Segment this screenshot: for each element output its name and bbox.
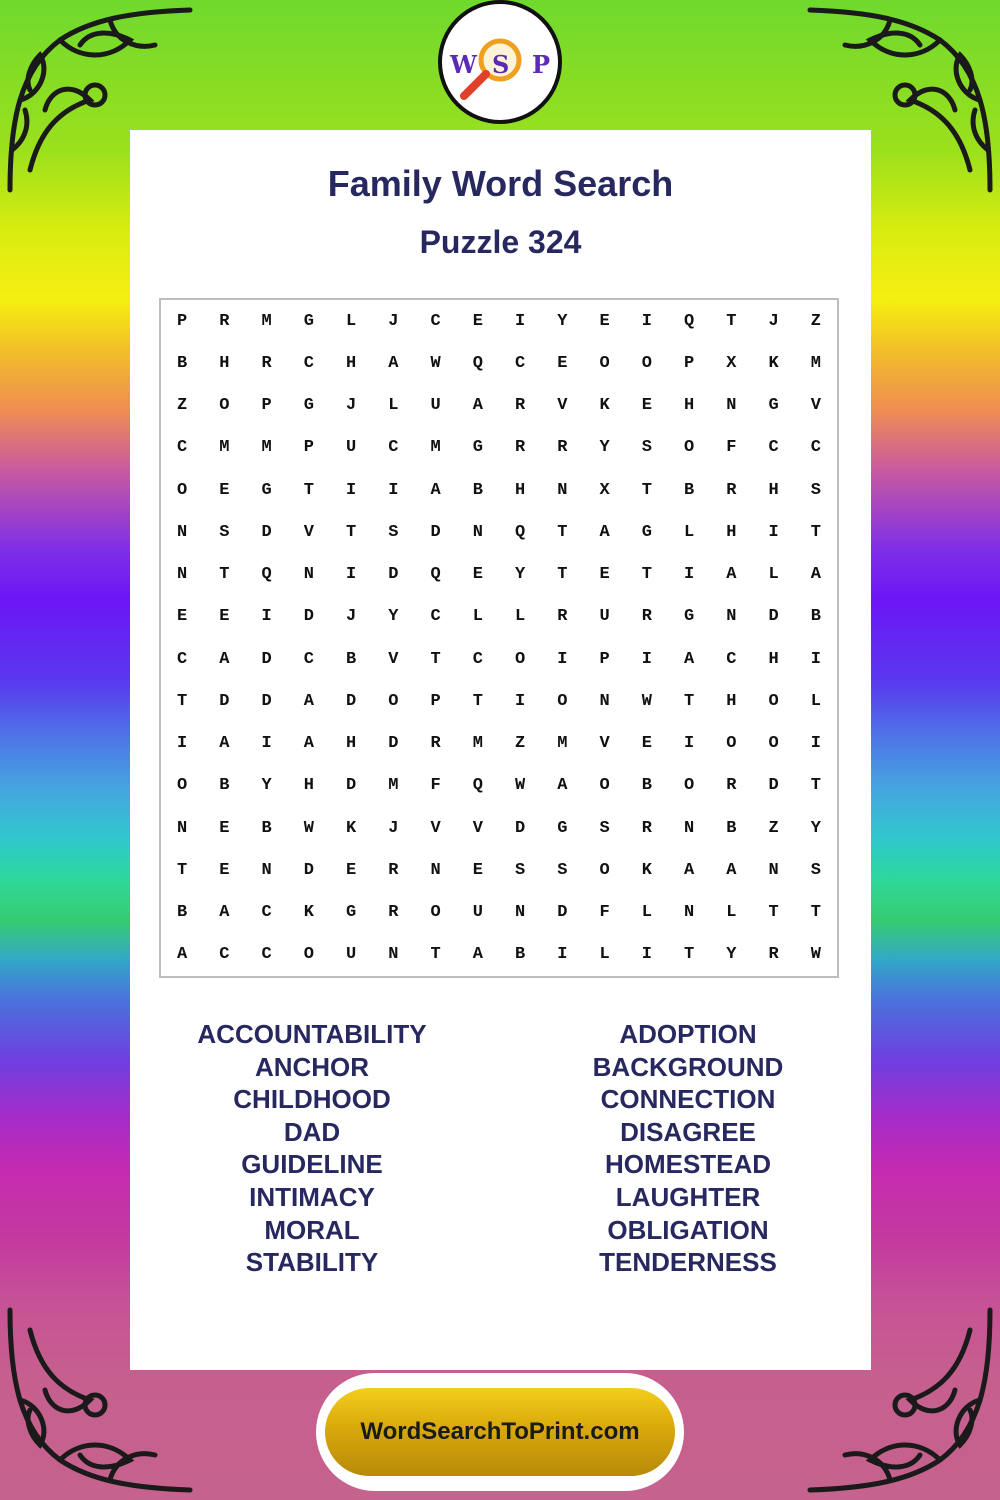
grid-cell[interactable]: R [641, 607, 652, 627]
grid-cell[interactable]: E [219, 607, 230, 627]
word-list-item: ACCOUNTABILITY [197, 1019, 427, 1049]
grid-cell[interactable]: A [684, 649, 695, 669]
grid-cell[interactable]: F [599, 903, 610, 923]
grid-cell[interactable]: R [557, 438, 568, 458]
grid-cell[interactable]: U [599, 607, 610, 627]
grid-cell[interactable]: W [810, 945, 821, 965]
grid-cell[interactable]: L [599, 945, 610, 965]
word-list-item: MORAL [264, 1214, 360, 1245]
puzzle-number: Puzzle 324 [419, 224, 582, 260]
grid-cell[interactable]: E [219, 480, 230, 500]
grid-cell[interactable]: G [303, 396, 314, 416]
grid-cell[interactable]: T [430, 649, 441, 669]
grid-cell[interactable]: V [810, 396, 821, 416]
grid-cell[interactable]: Z [810, 311, 821, 331]
grid-cell[interactable]: I [810, 734, 821, 754]
grid-cell[interactable]: R [430, 734, 441, 754]
footer-badge [316, 1373, 684, 1491]
logo-letter-s: S [492, 50, 510, 79]
grid-cell[interactable]: C [219, 945, 230, 965]
grid-cell[interactable]: H [768, 649, 779, 669]
grid-cell[interactable]: E [599, 565, 610, 585]
grid-cell[interactable]: D [768, 776, 779, 796]
grid-cell[interactable]: E [557, 353, 568, 373]
grid-cell[interactable]: R [219, 311, 230, 331]
grid-cell[interactable]: T [684, 945, 695, 965]
grid-cell[interactable]: V [303, 522, 314, 542]
grid-cell[interactable]: H [515, 480, 526, 500]
grid-cell[interactable]: B [726, 818, 737, 838]
grid-cell[interactable]: M [261, 438, 272, 458]
grid-cell[interactable]: W [303, 818, 314, 838]
grid-cell[interactable]: T [177, 691, 188, 711]
grid-cell[interactable]: G [303, 311, 314, 331]
grid-cell[interactable]: I [261, 734, 272, 754]
grid-cell[interactable]: Q [515, 522, 526, 542]
grid-cell[interactable]: T [557, 565, 568, 585]
grid-cell[interactable]: C [472, 649, 483, 669]
grid-cell[interactable]: C [177, 438, 188, 458]
grid-cell[interactable]: L [726, 903, 737, 923]
grid-cell[interactable]: O [177, 776, 188, 796]
grid-cell[interactable]: H [219, 353, 230, 373]
grid-cell[interactable]: A [177, 945, 188, 965]
grid-cell[interactable]: T [557, 522, 568, 542]
grid-cell[interactable]: D [430, 522, 441, 542]
grid-cell[interactable]: V [557, 396, 568, 416]
grid-cell[interactable]: L [641, 903, 652, 923]
grid-cell[interactable]: M [557, 734, 568, 754]
grid-cell[interactable]: A [219, 903, 230, 923]
word-list-item: ANCHOR [254, 1051, 370, 1082]
grid-cell[interactable]: R [515, 438, 526, 458]
grid-cell[interactable]: G [768, 396, 779, 416]
grid-cell[interactable]: N [684, 903, 695, 923]
grid-cell[interactable]: N [684, 818, 695, 838]
grid-cell[interactable]: T [472, 691, 483, 711]
grid-cell[interactable]: R [726, 480, 737, 500]
grid-cell[interactable]: P [261, 396, 272, 416]
word-list-item: DISAGREE [620, 1116, 756, 1147]
word-list-item: BACKGROUND [592, 1051, 784, 1082]
grid-cell[interactable]: W [430, 353, 441, 373]
grid-cell[interactable]: H [684, 396, 695, 416]
grid-cell[interactable]: A [726, 565, 737, 585]
grid-cell[interactable]: X [726, 353, 737, 373]
grid-cell[interactable]: A [557, 776, 568, 796]
grid-cell[interactable]: N [388, 945, 399, 965]
grid-cell[interactable]: O [388, 691, 399, 711]
grid-cell[interactable]: N [726, 396, 737, 416]
grid-cell[interactable]: Q [472, 776, 483, 796]
grid-cell[interactable]: N [726, 607, 737, 627]
grid-cell[interactable]: C [388, 438, 399, 458]
grid-cell[interactable]: I [684, 734, 695, 754]
grid-cell[interactable]: T [810, 522, 821, 542]
grid-cell[interactable]: A [599, 522, 610, 542]
grid-cell[interactable]: T [768, 903, 779, 923]
grid-cell[interactable]: L [515, 607, 526, 627]
grid-cell[interactable]: Q [430, 565, 441, 585]
grid-cell[interactable]: U [346, 438, 357, 458]
grid-cell[interactable]: T [303, 480, 314, 500]
grid-cell[interactable]: A [219, 734, 230, 754]
grid-cell[interactable]: V [430, 818, 441, 838]
grid-cell[interactable]: T [810, 776, 821, 796]
grid-cell[interactable]: C [177, 649, 188, 669]
grid-cell[interactable]: B [346, 649, 357, 669]
grid-cell[interactable]: E [177, 607, 188, 627]
grid-cell[interactable]: Q [261, 565, 272, 585]
grid-cell[interactable]: N [599, 691, 610, 711]
grid-cell[interactable]: T [430, 945, 441, 965]
grid-cell[interactable]: N [177, 565, 188, 585]
grid-cell[interactable]: C [515, 353, 526, 373]
grid-cell[interactable]: I [346, 480, 357, 500]
grid-cell[interactable]: J [388, 818, 399, 838]
grid-cell[interactable]: Q [684, 311, 695, 331]
grid-cell[interactable]: D [515, 818, 526, 838]
grid-cell[interactable]: Y [261, 776, 272, 796]
grid-cell[interactable]: O [557, 691, 568, 711]
grid-cell[interactable]: I [768, 522, 779, 542]
grid-cell[interactable]: Y [388, 607, 399, 627]
grid-cell[interactable]: M [430, 438, 441, 458]
grid-cell[interactable]: U [346, 945, 357, 965]
grid-cell[interactable]: D [219, 691, 230, 711]
grid-cell[interactable]: N [472, 522, 483, 542]
grid-cell[interactable]: O [641, 353, 652, 373]
grid-cell[interactable]: I [346, 565, 357, 585]
grid-cell[interactable]: C [303, 649, 314, 669]
grid-cell[interactable]: D [346, 776, 357, 796]
grid-cell[interactable]: H [346, 353, 357, 373]
grid-cell[interactable]: N [261, 860, 272, 880]
grid-cell[interactable]: K [599, 396, 610, 416]
grid-cell[interactable]: R [388, 903, 399, 923]
grid-cell[interactable]: I [684, 565, 695, 585]
grid-cell[interactable]: H [726, 522, 737, 542]
grid-cell[interactable]: F [726, 438, 737, 458]
grid-cell[interactable]: Y [557, 311, 568, 331]
grid-cell[interactable]: T [641, 565, 652, 585]
word-list-item: CONNECTION [600, 1084, 776, 1115]
grid-cell[interactable]: J [768, 311, 779, 331]
grid-cell[interactable]: H [726, 691, 737, 711]
grid-cell[interactable]: U [430, 396, 441, 416]
grid-cell[interactable]: C [303, 353, 314, 373]
grid-cell[interactable]: S [557, 860, 568, 880]
grid-cell[interactable]: B [684, 480, 695, 500]
grid-cell[interactable]: B [472, 480, 483, 500]
grid-cell[interactable]: I [261, 607, 272, 627]
grid-cell[interactable]: S [219, 522, 230, 542]
grid-cell[interactable]: J [388, 311, 399, 331]
grid-cell[interactable]: V [388, 649, 399, 669]
grid-cell[interactable]: H [346, 734, 357, 754]
grid-cell[interactable]: M [261, 311, 272, 331]
grid-cell[interactable]: P [599, 649, 610, 669]
grid-cell[interactable]: D [303, 607, 314, 627]
grid-cell[interactable]: S [641, 438, 652, 458]
grid-cell[interactable]: G [641, 522, 652, 542]
grid-cell[interactable]: E [641, 396, 652, 416]
grid-cell[interactable]: O [726, 734, 737, 754]
grid-cell[interactable]: G [472, 438, 483, 458]
grid-cell[interactable]: C [810, 438, 821, 458]
grid-cell[interactable]: D [346, 691, 357, 711]
grid-cell[interactable]: A [810, 565, 821, 585]
grid-cell[interactable]: L [388, 396, 399, 416]
grid-cell[interactable]: H [303, 776, 314, 796]
grid-cell[interactable]: T [219, 565, 230, 585]
grid-cell[interactable]: O [599, 776, 610, 796]
word-list-item: HOMESTEAD [604, 1149, 772, 1180]
grid-cell[interactable]: O [684, 776, 695, 796]
grid-cell[interactable]: L [346, 311, 357, 331]
grid-cell[interactable]: T [684, 691, 695, 711]
grid-cell[interactable]: C [726, 649, 737, 669]
grid-cell[interactable]: O [177, 480, 188, 500]
grid-cell[interactable]: A [219, 649, 230, 669]
grid-cell[interactable]: D [261, 522, 272, 542]
grid-cell[interactable]: J [346, 396, 357, 416]
grid-cell[interactable]: A [684, 860, 695, 880]
grid-cell[interactable]: E [641, 734, 652, 754]
word-list-right [518, 1018, 858, 1279]
grid-cell[interactable]: Y [726, 945, 737, 965]
grid-cell[interactable]: I [641, 649, 652, 669]
grid-cell[interactable]: B [261, 818, 272, 838]
grid-cell[interactable]: A [472, 396, 483, 416]
grid-cell[interactable]: W [641, 691, 652, 711]
grid-cell[interactable]: L [472, 607, 483, 627]
grid-cell[interactable]: T [726, 311, 737, 331]
grid-cell[interactable]: R [557, 607, 568, 627]
grid-cell[interactable]: B [177, 903, 188, 923]
grid-cell[interactable]: C [261, 903, 272, 923]
word-list-left [142, 1018, 482, 1279]
grid-cell[interactable]: S [810, 480, 821, 500]
grid-cell[interactable]: O [768, 734, 779, 754]
grid-cell[interactable]: S [810, 860, 821, 880]
grid-cell[interactable]: L [684, 522, 695, 542]
grid-cell[interactable]: G [684, 607, 695, 627]
grid-cell[interactable]: U [472, 903, 483, 923]
grid-cell[interactable]: E [219, 860, 230, 880]
grid-cell[interactable]: B [810, 607, 821, 627]
grid-cell[interactable]: R [515, 396, 526, 416]
grid-cell[interactable]: I [810, 649, 821, 669]
grid-cell[interactable]: V [472, 818, 483, 838]
grid-cell[interactable]: Y [515, 565, 526, 585]
grid-cell[interactable]: B [515, 945, 526, 965]
grid-cell[interactable]: L [810, 691, 821, 711]
logo-letter-p: P [532, 50, 551, 79]
grid-cell[interactable]: J [346, 607, 357, 627]
grid-cell[interactable]: Z [515, 734, 526, 754]
grid-cell[interactable]: D [557, 903, 568, 923]
grid-cell[interactable]: Y [599, 438, 610, 458]
grid-cell[interactable]: E [346, 860, 357, 880]
grid-cell[interactable]: C [430, 607, 441, 627]
grid-cell[interactable]: P [303, 438, 314, 458]
grid-cell[interactable]: O [430, 903, 441, 923]
grid-cell[interactable]: T [177, 860, 188, 880]
grid-cell[interactable]: O [768, 691, 779, 711]
grid-cell[interactable]: N [515, 903, 526, 923]
grid-cell[interactable]: W [515, 776, 526, 796]
grid-cell[interactable]: O [684, 438, 695, 458]
word-list-item: STABILITY [245, 1247, 379, 1278]
grid-cell[interactable]: T [641, 480, 652, 500]
grid-cell[interactable]: K [303, 903, 314, 923]
grid-cell[interactable]: E [599, 311, 610, 331]
word-list-item: LAUGHTER [615, 1181, 761, 1212]
site-logo[interactable] [438, 0, 562, 124]
grid-cell[interactable]: E [472, 860, 483, 880]
grid-cell[interactable]: P [177, 311, 188, 331]
grid-cell[interactable]: I [641, 311, 652, 331]
grid-cell[interactable]: I [515, 311, 526, 331]
grid-cell[interactable]: L [768, 565, 779, 585]
word-list-item: DAD [283, 1116, 341, 1147]
grid-cell[interactable]: D [261, 691, 272, 711]
grid-cell[interactable]: O [219, 396, 230, 416]
grid-cell[interactable]: S [388, 522, 399, 542]
grid-cell[interactable]: V [599, 734, 610, 754]
grid-cell[interactable]: A [303, 691, 314, 711]
grid-cell[interactable]: I [388, 480, 399, 500]
grid-cell[interactable]: N [303, 565, 314, 585]
grid-cell[interactable]: N [177, 522, 188, 542]
grid-cell[interactable]: A [303, 734, 314, 754]
grid-cell[interactable]: I [177, 734, 188, 754]
grid-cell[interactable]: R [388, 860, 399, 880]
grid-cell[interactable]: O [303, 945, 314, 965]
grid-cell[interactable]: R [768, 945, 779, 965]
grid-cell[interactable]: R [726, 776, 737, 796]
grid-cell[interactable]: R [261, 353, 272, 373]
grid-cell[interactable]: N [768, 860, 779, 880]
word-list-item: GUIDELINE [241, 1149, 383, 1180]
grid-cell[interactable]: M [388, 776, 399, 796]
grid-cell[interactable]: N [557, 480, 568, 500]
puzzle-card [130, 130, 871, 1370]
grid-cell[interactable]: P [430, 691, 441, 711]
grid-cell[interactable]: F [430, 776, 441, 796]
word-list-item: TENDERNESS [599, 1247, 777, 1278]
grid-cell[interactable]: G [261, 480, 272, 500]
grid-cell[interactable]: Z [768, 818, 779, 838]
grid-cell[interactable]: X [599, 480, 610, 500]
grid-cell[interactable]: I [557, 649, 568, 669]
grid-cell[interactable]: E [219, 818, 230, 838]
letter-grid [159, 298, 839, 978]
grid-cell[interactable]: A [472, 945, 483, 965]
grid-cell[interactable]: C [768, 438, 779, 458]
grid-cell[interactable]: G [557, 818, 568, 838]
grid-cell[interactable]: E [472, 311, 483, 331]
grid-cell[interactable]: A [430, 480, 441, 500]
grid-cell[interactable]: T [810, 903, 821, 923]
grid-cell[interactable]: Q [472, 353, 483, 373]
grid-cell[interactable]: K [768, 353, 779, 373]
word-list-item: INTIMACY [249, 1181, 375, 1212]
word-list-item: ADOPTION [619, 1019, 757, 1049]
grid-cell[interactable]: K [641, 860, 652, 880]
grid-cell[interactable]: B [641, 776, 652, 796]
grid-cell[interactable]: D [388, 565, 399, 585]
grid-cell[interactable]: H [768, 480, 779, 500]
grid-cell[interactable]: M [810, 353, 821, 373]
word-list-item: OBLIGATION [607, 1214, 769, 1245]
site-url-link[interactable]: WordSearchToPrint.com [325, 1388, 675, 1476]
grid-cell[interactable]: A [726, 860, 737, 880]
grid-cell[interactable]: E [472, 565, 483, 585]
grid-cell[interactable]: K [346, 818, 357, 838]
grid-cell[interactable]: G [346, 903, 357, 923]
grid-cell[interactable]: D [303, 860, 314, 880]
grid-cell[interactable]: O [515, 649, 526, 669]
grid-cell[interactable]: B [219, 776, 230, 796]
grid-cell[interactable]: D [388, 734, 399, 754]
grid-cell[interactable]: D [768, 607, 779, 627]
grid-cell[interactable]: I [515, 691, 526, 711]
logo-letter-w: W [450, 50, 477, 79]
grid-cell[interactable]: O [599, 353, 610, 373]
grid-cell[interactable]: Y [810, 818, 821, 838]
grid-cell[interactable]: M [219, 438, 230, 458]
grid-cell[interactable]: P [684, 353, 695, 373]
grid-cell[interactable]: I [641, 945, 652, 965]
grid-cell[interactable]: O [599, 860, 610, 880]
grid-cell[interactable]: M [472, 734, 483, 754]
grid-cell[interactable]: I [557, 945, 568, 965]
grid-cell[interactable]: S [515, 860, 526, 880]
word-list-item: CHILDHOOD [233, 1084, 391, 1115]
grid-cell[interactable]: T [346, 522, 357, 542]
page-title: Family Word Search [327, 163, 674, 204]
grid-cell[interactable]: C [261, 945, 272, 965]
grid-cell[interactable]: Z [177, 396, 188, 416]
grid-cell[interactable]: A [388, 353, 399, 373]
grid-cell[interactable]: D [261, 649, 272, 669]
grid-cell[interactable]: N [177, 818, 188, 838]
grid-cell[interactable]: S [599, 818, 610, 838]
grid-cell[interactable]: N [430, 860, 441, 880]
grid-cell[interactable]: C [430, 311, 441, 331]
grid-cell[interactable]: R [641, 818, 652, 838]
grid-cell[interactable]: B [177, 353, 188, 373]
